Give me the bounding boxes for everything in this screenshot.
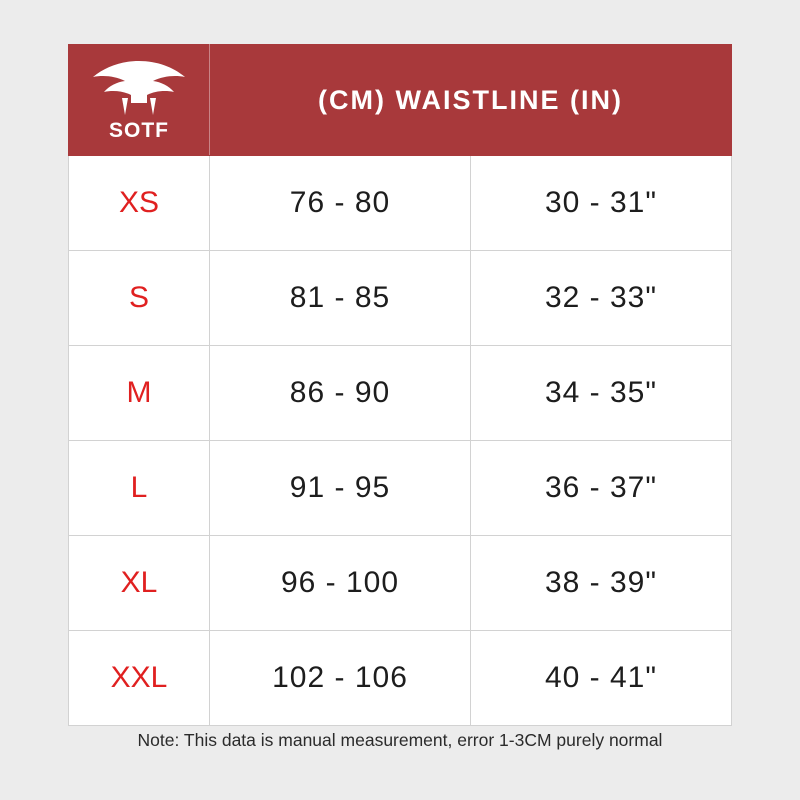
cell-in: 40 - 41" bbox=[471, 631, 732, 726]
table-row bbox=[69, 346, 732, 441]
table-row bbox=[69, 441, 732, 536]
cell-cm: 91 - 95 bbox=[210, 441, 471, 536]
size-chart-table-wrapper bbox=[68, 44, 732, 726]
cell-cm: 96 - 100 bbox=[210, 536, 471, 631]
snake-fang-logo-icon bbox=[69, 45, 209, 155]
cell-size: XL bbox=[69, 536, 210, 631]
cell-size: XS bbox=[69, 156, 210, 251]
cell-size: L bbox=[69, 441, 210, 536]
cell-size: S bbox=[69, 251, 210, 346]
table-header-title: (CM) WAISTLINE (IN) bbox=[210, 45, 732, 156]
cell-size: M bbox=[69, 346, 210, 441]
measurement-note: Note: This data is manual measurement, error 1-3CM purely normal bbox=[137, 730, 663, 750]
cell-size: XXL bbox=[69, 631, 210, 726]
cell-in: 38 - 39" bbox=[471, 536, 732, 631]
cell-in: 30 - 31" bbox=[471, 156, 732, 251]
table-header-row bbox=[69, 45, 732, 156]
table-row bbox=[69, 631, 732, 726]
cell-in: 32 - 33" bbox=[471, 251, 732, 346]
table-row bbox=[69, 251, 732, 346]
cell-in: 34 - 35" bbox=[471, 346, 732, 441]
cell-in: 36 - 37" bbox=[471, 441, 732, 536]
table-row bbox=[69, 156, 732, 251]
table-row bbox=[69, 536, 732, 631]
cell-cm: 76 - 80 bbox=[210, 156, 471, 251]
cell-cm: 81 - 85 bbox=[210, 251, 471, 346]
brand-logo-cell bbox=[69, 45, 210, 156]
cell-cm: 86 - 90 bbox=[210, 346, 471, 441]
brand-logo-text: SOTF bbox=[109, 119, 169, 142]
cell-cm: 102 - 106 bbox=[210, 631, 471, 726]
size-chart-table bbox=[68, 44, 732, 726]
